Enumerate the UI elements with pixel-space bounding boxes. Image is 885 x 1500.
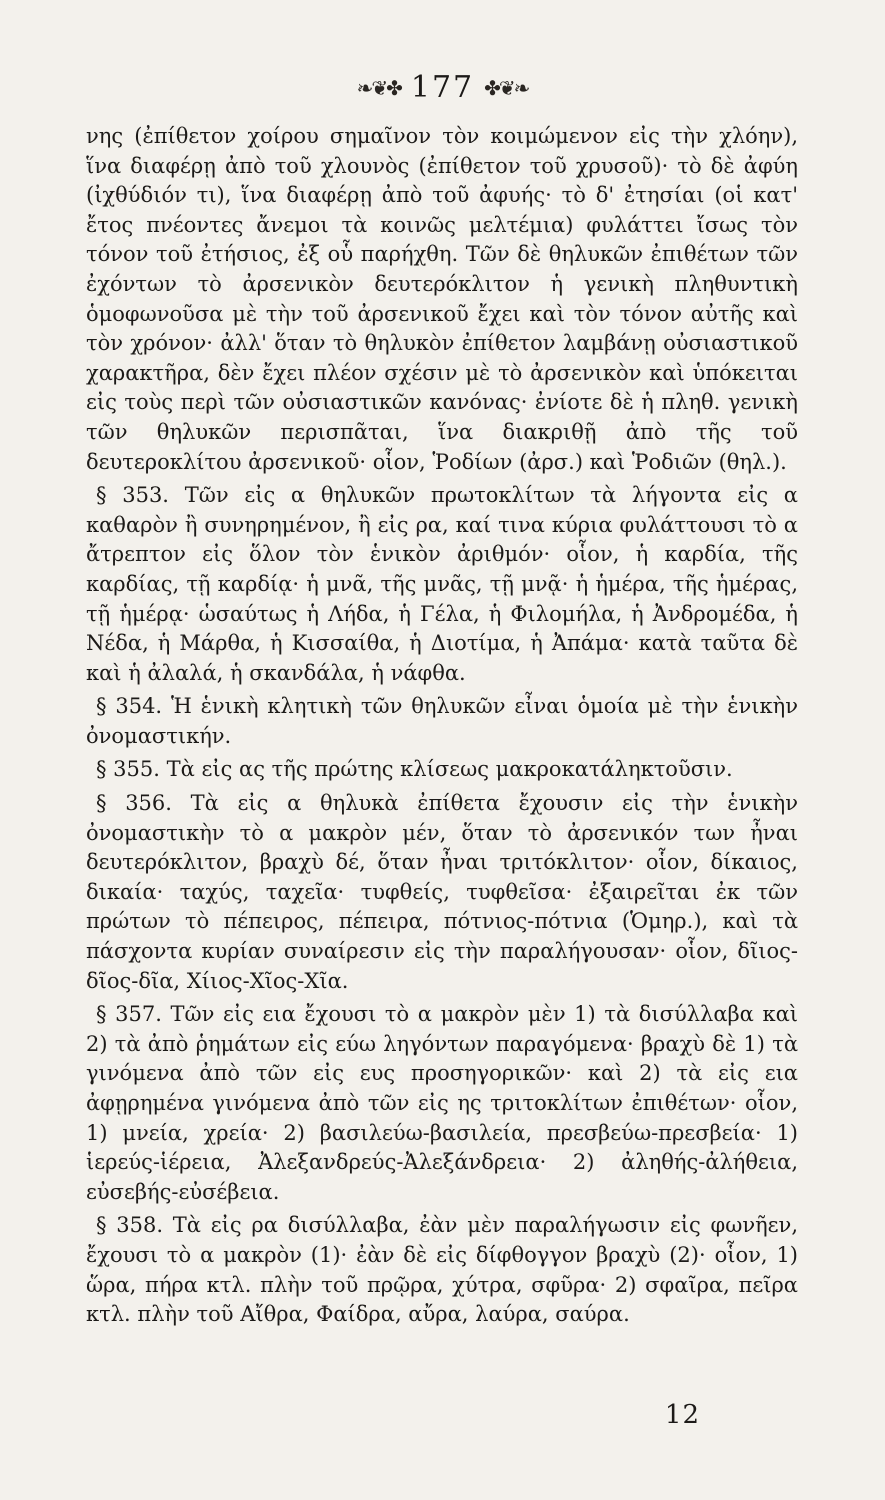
paragraph-354: § 354. Ἡ ἑνικὴ κλητικὴ τῶν θηλυκῶν εἶναι ὁμοία μὲ τὴν ἑνικὴν ὀνομαστικήν. xyxy=(86,694,798,748)
page-header xyxy=(0,70,885,105)
paragraph-357: § 357. Τῶν εἰς εια ἔχουσι τὸ α μακρὸν μὲν 1) τὰ δισύλλαβα καὶ 2) τὰ ἀπὸ ῥημάτων εἰς εύω ληγόντων παραγόμενα· βραχὺ δὲ 1) τὰ γινόμενα ἀπὸ τῶν εἰς ευς προσηγορικῶν· καὶ 2) τὰ εἰς εια ἀφῃρημένα γινόμενα ἀπὸ τῶν εἰς ης τριτοκλίτων ἐπιθέτων· οἷον, 1) μνεία, χρεία· 2) βασιλεύω-βασιλεία, πρεσβεύω-πρεσβεία· 1) ἱερεύς-ἱέρεια, Ἀλεξανδρεύς-Ἀλεξάνδρεια· 2) ἀληθής-ἀλήθεια, εὐσεβής-εὐσέβεια. xyxy=(86,1002,798,1204)
paragraph-353: § 353. Τῶν εἰς α θηλυκῶν πρωτοκλίτων τὰ λήγοντα εἰς α καθαρὸν ἢ συνηρημένον, ἢ εἰς ρα, καί τινα κύρια φυλάττουσι τὸ α ἄτρεπτον εἰς ὅλον τὸν ἑνικὸν ἀριθμόν· οἷον, ἡ καρδία, τῆς καρδίας, τῇ καρδίᾳ· ἡ μνᾶ, τῆς μνᾶς, τῇ μνᾷ· ἡ ἡμέρα, τῆς ἡμέρας, τῇ ἡμέρᾳ· ὡσαύτως ἡ Λήδα, ἡ Γέλα, ἡ Φιλομήλα, ἡ Ἀνδρομέδα, ἡ Νέδα, ἡ Μάρθα, ἡ Κισσαίθα, ἡ Διοτίμα, ἡ Ἀπάμα· κατὰ ταῦτα δὲ καὶ ἡ ἀλαλά, ἡ σκανδάλα, ἡ νάφθα. xyxy=(86,483,798,685)
paragraph-continuation: νης (ἐπίθετον χοίρου σημαῖνον τὸν κοιμώμενον εἰς τὴν χλόην), ἵνα διαφέρῃ ἀπὸ τοῦ χλουνὸς (ἐπίθετον τοῦ χρυσοῦ)· τὸ δὲ ἀφύη (ἰχθύδιόν τι), ἵνα διαφέρῃ ἀπὸ τοῦ ἀφυής· τὸ δ' ἐτησίαι (οἱ κατ' ἔτος πνέοντες ἄνεμοι τὰ κοινῶς μελτέμια) φυλάττει ἴσως τὸν τόνον τοῦ ἐτήσιος, ἐξ οὗ παρήχθη. Τῶν δὲ θηλυκῶν ἐπιθέτων τῶν ἐχόντων τὸ ἀρσενικὸν δευτερόκλιτον ἡ γενικὴ πληθυντικὴ ὁμοφωνοῦσα μὲ τὴν τοῦ ἀρσενικοῦ ἔχει καὶ τὸν τόνον αὐτῆς καὶ τὸν χρόνον· ἀλλ' ὅταν τὸ θηλυκὸν ἐπίθετον λαμβάνῃ οὐσιαστικοῦ χαρακτῆρα, δὲν ἔχει πλέον σχέσιν μὲ τὸ ἀρσενικὸν καὶ ὑπόκειται εἰς τοὺς περὶ τῶν οὐσιαστικῶν κανόνας· ἐνίοτε δὲ ἡ πληθ. γενικὴ τῶν θηλυκῶν περισπᾶται, ἵνα διακριθῇ ἀπὸ τῆς τοῦ δευτεροκλίτου ἀρσενικοῦ· οἷον, Ῥοδίων (ἀρσ.) καὶ Ῥοδιῶν (θηλ.). xyxy=(86,124,798,474)
signature-mark: 12 xyxy=(664,1400,700,1430)
paragraph-355: § 355. Τὰ εἰς ας τῆς πρώτης κλίσεως μακροκατάληκτοῦσιν. xyxy=(96,757,733,782)
paragraph-358: § 358. Τὰ εἰς ρα δισύλλαβα, ἐὰν μὲν παραλήγωσιν εἰς φωνῆεν, ἔχουσι τὸ α μακρὸν (1)· ἐὰν δὲ εἰς δίφθογγον βραχὺ (2)· οἷον, 1) ὥρα, πήρα κτλ. πλὴν τοῦ πρῷρα, χύτρα, σφῦρα· 2) σφαῖρα, πεῖρα κτλ. πλὴν τοῦ Αἴθρα, Φαίδρα, αὔρα, λαύρα, σαύρα. xyxy=(86,1213,798,1327)
paragraph-356: § 356. Τὰ εἰς α θηλυκὰ ἐπίθετα ἔχουσιν εἰς τὴν ἑνικὴν ὀνομαστικὴν τὸ α μακρὸν μέν, ὅταν τὸ ἀρσενικόν των ἦναι δευτερόκλιτον, βραχὺ δέ, ὅταν ἦναι τριτόκλιτον· οἷον, δίκαιος, δικαία· ταχύς, ταχεῖα· τυφθείς, τυφθεῖσα· ἐξαιρεῖται ἐκ τῶν πρώτων τὸ πέπειρος, πέπειρα, πότνιος-πότνια (Ὁμηρ.), καὶ τὰ πάσχοντα κυρίαν συναίρεσιν εἰς τὴν παραλήγουσαν· οἷον, δῖιος-δῖος-δῖα, Χίιος-Χῖος-Χῖα. xyxy=(86,791,798,993)
page-number: 177 xyxy=(410,70,475,105)
page-body xyxy=(86,122,798,1330)
left-ornament-icon: ❧❦✤ xyxy=(356,75,401,100)
right-ornament-icon: ✤❦❧ xyxy=(484,75,529,100)
